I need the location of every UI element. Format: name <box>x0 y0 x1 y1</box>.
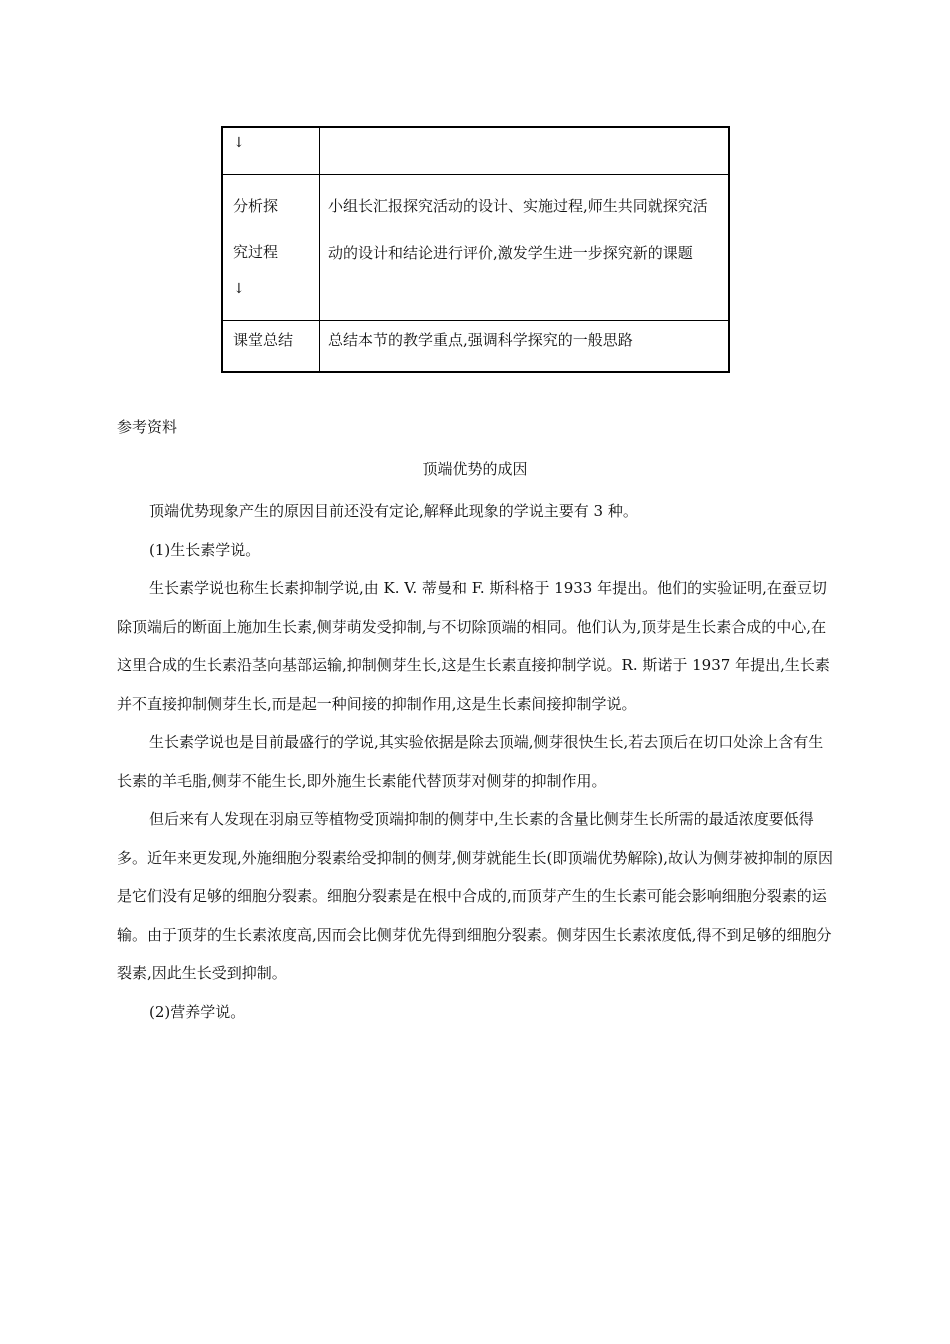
paragraph: 生长素学说也称生长素抑制学说,由 K. V. 蒂曼和 F. 斯科格于 1933 年提出。他们的实验证明,在蚕豆切除顶端后的断面上施加生长素,侧芽萌发受抑制,与不切除顶端的相同。他们认为,顶芽是生长素合成的中心,在这里合成的生长素沿茎向基部运输,抑制侧芽生长,这是生长素直接抑制学说。R. 斯诺于 1937 年提出,生长素并不直接抑制侧芽生长,而是起一种间接的抑制作用,这是生长素间接抑制学说。 <box>117 579 830 713</box>
table-content-cell: 小组长汇报探究活动的设计、实施过程,师生共同就探究活动的设计和结论进行评价,激发学生进一步探究新的课题 <box>320 175 730 321</box>
paragraph: (1)生长素学说。 <box>149 540 261 559</box>
lesson-table <box>221 126 730 373</box>
table-label-cell <box>222 321 320 373</box>
paragraph: 顶端优势现象产生的原因目前还没有定论,解释此现象的学说主要有 3 种。 <box>149 502 638 520</box>
table-label-line: 分析探 <box>233 197 279 215</box>
down-arrow-icon: ↓ <box>233 135 245 151</box>
table-row <box>222 175 729 321</box>
table-label-line: 课堂总结 <box>233 331 294 349</box>
table-label-line: 究过程 <box>233 243 279 261</box>
table-row <box>222 127 729 175</box>
table-content-cell <box>320 127 730 175</box>
paragraph: 生长素学说也是目前最盛行的学说,其实验依据是除去顶端,侧芽很快生长,若去顶后在切口处涂上含有生长素的羊毛脂,侧芽不能生长,即外施生长素能代替顶芽对侧芽的抑制作用。 <box>117 733 824 790</box>
table-content-cell: 总结本节的教学重点,强调科学探究的一般思路 <box>320 321 730 373</box>
down-arrow-icon: ↓ <box>233 281 245 297</box>
article-body <box>117 492 837 1031</box>
reference-heading: 参考资料 <box>117 418 178 436</box>
article-title: 顶端优势的成因 <box>422 460 528 478</box>
table-label-cell <box>222 127 320 175</box>
paragraph: (2)营养学说。 <box>149 1002 246 1021</box>
table-row <box>222 321 729 373</box>
table-label-cell <box>222 175 320 321</box>
paragraph: 但后来有人发现在羽扇豆等植物受顶端抑制的侧芽中,生长素的含量比侧芽生长所需的最适浓度要低得多。近年来更发现,外施细胞分裂素给受抑制的侧芽,侧芽就能生长(即顶端优势解除),故认为侧芽被抑制的原因是它们没有足够的细胞分裂素。细胞分裂素是在根中合成的,而顶芽产生的生长素可能会影响细胞分裂素的运输。由于顶芽的生长素浓度高,因而会比侧芽优先得到细胞分裂素。侧芽因生长素浓度低,得不到足够的细胞分裂素,因此生长受到抑制。 <box>117 810 834 982</box>
